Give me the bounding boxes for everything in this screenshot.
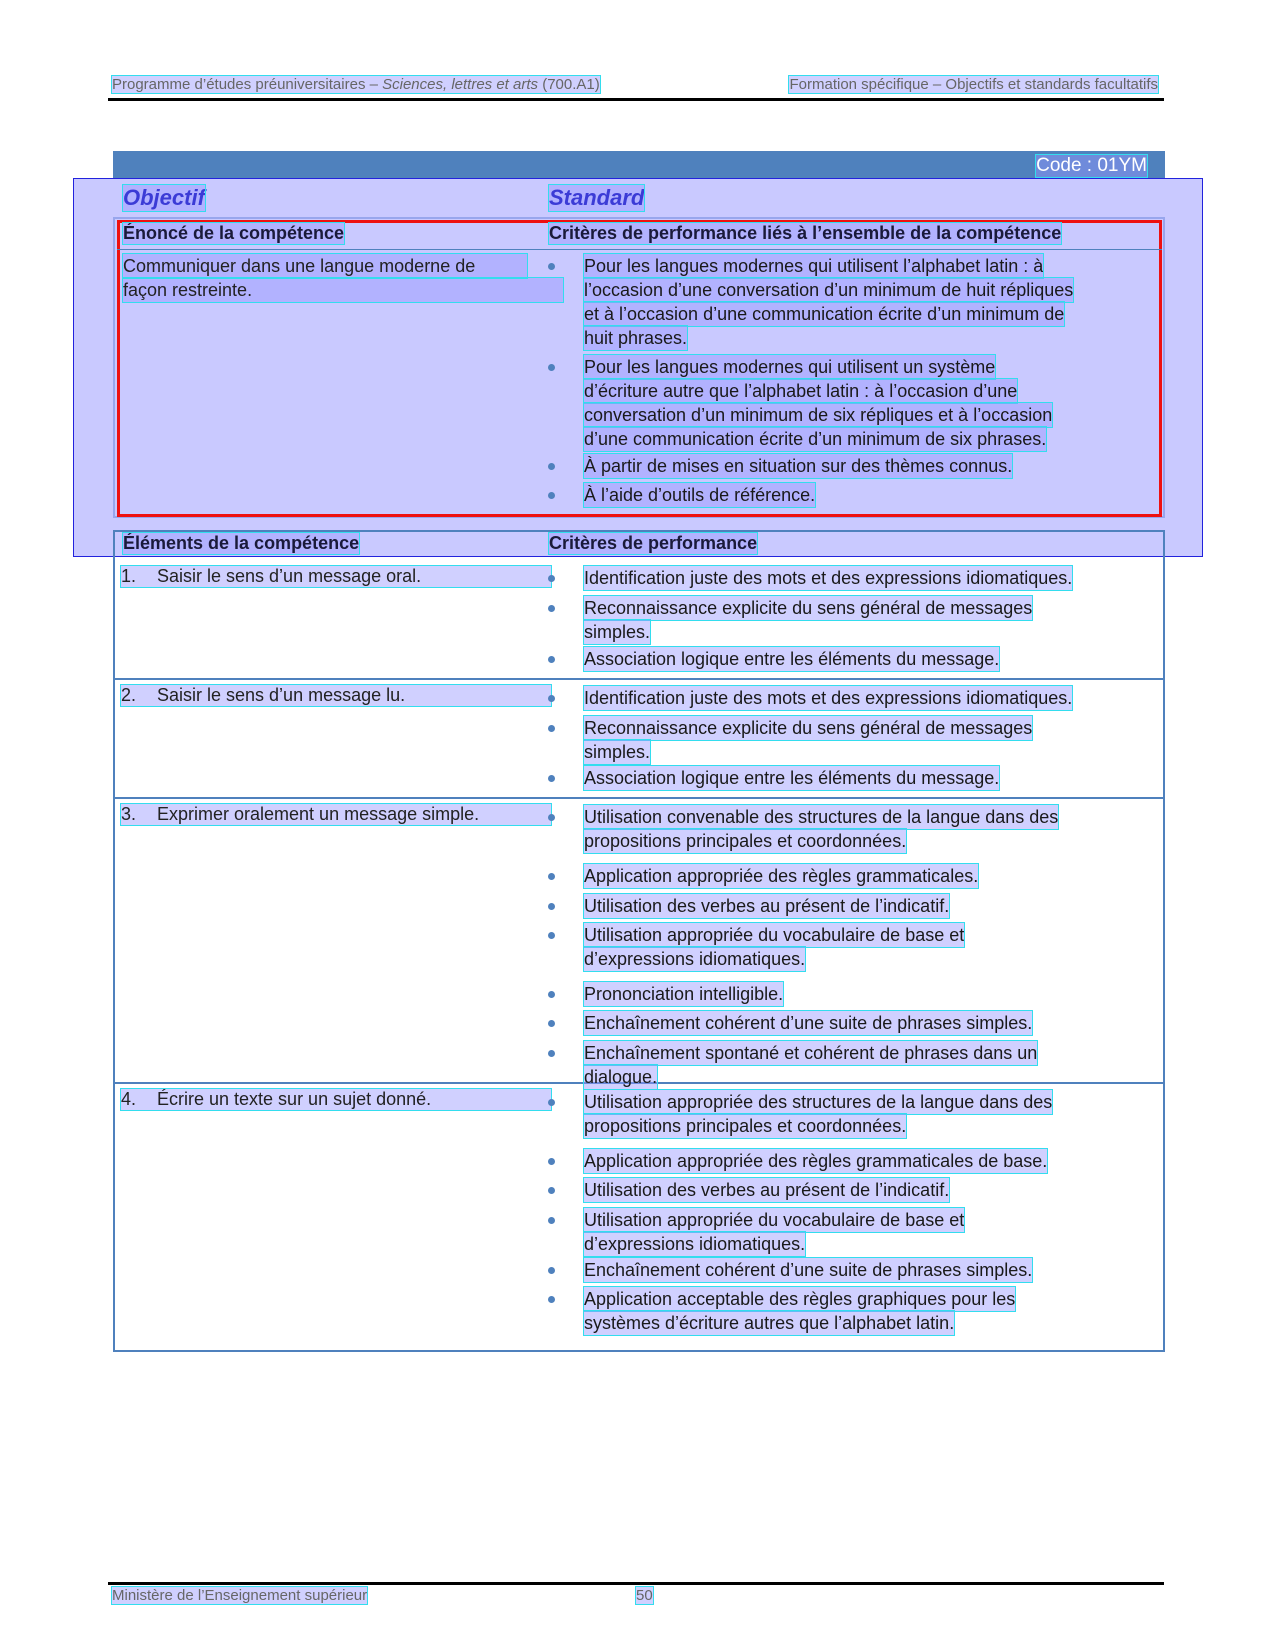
enonce-text bbox=[123, 254, 563, 302]
row-divider bbox=[113, 797, 1165, 799]
criteria-line: Application acceptable des règles graphiques pour les bbox=[584, 1289, 1016, 1309]
list-item bbox=[584, 1208, 1144, 1256]
criteria-line: l’occasion d’une conversation d’un minimum de huit répliques bbox=[584, 280, 1074, 300]
bullet-icon bbox=[548, 263, 555, 270]
header-section-title: Formation spécifique – Objectifs et standards facultatifs bbox=[789, 76, 1158, 93]
list-item bbox=[584, 647, 1144, 671]
criteria-line: dialogue. bbox=[584, 1067, 658, 1087]
page-header bbox=[108, 76, 1164, 101]
bullet-icon bbox=[548, 492, 555, 499]
criteres-header: Critères de performance liés à l’ensemble de la compétence bbox=[549, 223, 1062, 243]
bullet-icon bbox=[548, 1267, 555, 1274]
criteria-line: conversation d’un minimum de six répliques et à l’occasion bbox=[584, 405, 1053, 425]
bullet-icon bbox=[548, 1099, 555, 1106]
element-row bbox=[121, 566, 551, 587]
criteria-line: À partir de mises en situation sur des thèmes connus. bbox=[584, 456, 1013, 476]
elements-header: Éléments de la compétence bbox=[123, 533, 360, 553]
list-item bbox=[584, 982, 1144, 1006]
criteria-line: huit phrases. bbox=[584, 328, 688, 348]
list-item bbox=[584, 864, 1144, 888]
criteria-line: Utilisation appropriée du vocabulaire de base et bbox=[584, 925, 965, 945]
list-item bbox=[584, 1011, 1144, 1035]
enonce-header: Énoncé de la compétence bbox=[123, 223, 345, 243]
element-row bbox=[121, 804, 551, 825]
list-item bbox=[584, 686, 1144, 710]
list-item bbox=[584, 894, 1144, 918]
criteria-line: d’une communication écrite d’un minimum de six phrases. bbox=[584, 429, 1047, 449]
criteria-line: Enchaînement cohérent d’une suite de phrases simples. bbox=[584, 1260, 1033, 1280]
criteria-line: simples. bbox=[584, 622, 651, 642]
row-divider bbox=[113, 678, 1165, 680]
criteria-line: et à l’occasion d’une communication écrite d’un minimum de bbox=[584, 304, 1065, 324]
bullet-icon bbox=[548, 656, 555, 663]
element-text: Écrire un texte sur un sujet donné. bbox=[157, 1089, 432, 1109]
competence-header-divider bbox=[117, 249, 1162, 250]
bullet-icon bbox=[548, 575, 555, 582]
bullet-icon bbox=[548, 725, 555, 732]
bullet-icon bbox=[548, 364, 555, 371]
criteria-line: Utilisation des verbes au présent de l’indicatif. bbox=[584, 896, 950, 916]
bullet-icon bbox=[548, 1020, 555, 1027]
list-item bbox=[584, 1287, 1144, 1335]
bullet-icon bbox=[548, 991, 555, 998]
list-item bbox=[584, 1090, 1144, 1138]
list-item bbox=[584, 566, 1144, 590]
bullet-icon bbox=[548, 1217, 555, 1224]
course-code: Code : 01YM bbox=[1036, 155, 1147, 176]
criteria-line: Identification juste des mots et des expressions idiomatiques. bbox=[584, 688, 1073, 708]
enonce-line: Communiquer dans une langue moderne de bbox=[123, 254, 527, 278]
list-item bbox=[584, 716, 1144, 764]
criteria-line: d’écriture autre que l’alphabet latin : à l’occasion d’une bbox=[584, 381, 1018, 401]
criteria-line: Identification juste des mots et des expressions idiomatiques. bbox=[584, 568, 1073, 588]
element-row bbox=[121, 1089, 551, 1110]
header-program-title: Programme d’études préuniversitaires – Sciences, lettres et arts (700.A1) bbox=[112, 76, 600, 93]
list-item bbox=[584, 805, 1144, 853]
bullet-icon bbox=[548, 1050, 555, 1057]
criteria-line: Enchaînement cohérent d’une suite de phrases simples. bbox=[584, 1013, 1033, 1033]
list-item bbox=[584, 1258, 1144, 1282]
criteria-line: Enchaînement spontané et cohérent de phrases dans un bbox=[584, 1043, 1038, 1063]
criteria-line: Reconnaissance explicite du sens général de messages bbox=[584, 598, 1033, 618]
footer-ministry: Ministère de l’Enseignement supérieur bbox=[112, 1587, 368, 1604]
list-item bbox=[584, 596, 1144, 644]
bullet-icon bbox=[548, 695, 555, 702]
bullet-icon bbox=[548, 932, 555, 939]
criteria-line: d’expressions idiomatiques. bbox=[584, 1234, 806, 1254]
objectif-label: Objectif bbox=[123, 185, 205, 210]
criteria-line: propositions principales et coordonnées. bbox=[584, 1116, 907, 1136]
element-text: Saisir le sens d’un message oral. bbox=[157, 566, 422, 586]
bullet-icon bbox=[548, 1296, 555, 1303]
bullet-icon bbox=[548, 605, 555, 612]
element-number: 3. bbox=[121, 804, 137, 824]
criteria-line: Utilisation convenable des structures de la langue dans des bbox=[584, 807, 1059, 827]
list-item bbox=[584, 454, 1144, 478]
bullet-icon bbox=[548, 1187, 555, 1194]
criteria-line: simples. bbox=[584, 742, 651, 762]
element-row bbox=[121, 685, 551, 706]
list-item bbox=[584, 1041, 1144, 1089]
criteria-line: systèmes d’écriture autres que l’alphabet latin. bbox=[584, 1313, 955, 1333]
list-item bbox=[584, 766, 1144, 790]
criteria-line: Reconnaissance explicite du sens général de messages bbox=[584, 718, 1033, 738]
bullet-icon bbox=[548, 463, 555, 470]
criteria-line: Application appropriée des règles grammaticales. bbox=[584, 866, 979, 886]
bullet-icon bbox=[548, 814, 555, 821]
criteria-line: Utilisation appropriée du vocabulaire de base et bbox=[584, 1210, 965, 1230]
list-item bbox=[584, 254, 1144, 350]
criteria-line: Utilisation des verbes au présent de l’indicatif. bbox=[584, 1180, 950, 1200]
criteria-line: Association logique entre les éléments du message. bbox=[584, 649, 1000, 669]
criteria-line: Association logique entre les éléments du message. bbox=[584, 768, 1000, 788]
list-item bbox=[584, 1149, 1144, 1173]
criteria-line: Application appropriée des règles grammaticales de base. bbox=[584, 1151, 1048, 1171]
bullet-icon bbox=[548, 873, 555, 880]
element-number: 2. bbox=[121, 685, 137, 705]
list-item bbox=[584, 483, 1144, 507]
enonce-line: façon restreinte. bbox=[123, 278, 563, 302]
list-item bbox=[584, 355, 1144, 451]
standard-label: Standard bbox=[549, 185, 645, 210]
list-item bbox=[584, 1178, 1144, 1202]
list-item bbox=[584, 923, 1144, 971]
performance-header: Critères de performance bbox=[549, 533, 758, 553]
element-text: Exprimer oralement un message simple. bbox=[157, 804, 480, 824]
bullet-icon bbox=[548, 1158, 555, 1165]
criteria-line: d’expressions idiomatiques. bbox=[584, 949, 806, 969]
bullet-icon bbox=[548, 775, 555, 782]
footer-rule bbox=[108, 1582, 1164, 1585]
criteria-line: propositions principales et coordonnées. bbox=[584, 831, 907, 851]
page-number: 50 bbox=[636, 1587, 653, 1604]
criteria-line: À l’aide d’outils de référence. bbox=[584, 485, 816, 505]
element-text: Saisir le sens d’un message lu. bbox=[157, 685, 406, 705]
element-number: 4. bbox=[121, 1089, 137, 1109]
element-number: 1. bbox=[121, 566, 137, 586]
bullet-icon bbox=[548, 903, 555, 910]
criteria-line: Prononciation intelligible. bbox=[584, 984, 784, 1004]
criteria-line: Pour les langues modernes qui utilisent un système bbox=[584, 357, 996, 377]
criteria-line: Pour les langues modernes qui utilisent l’alphabet latin : à bbox=[584, 256, 1044, 276]
criteria-line: Utilisation appropriée des structures de la langue dans des bbox=[584, 1092, 1053, 1112]
code-bar bbox=[113, 151, 1165, 179]
